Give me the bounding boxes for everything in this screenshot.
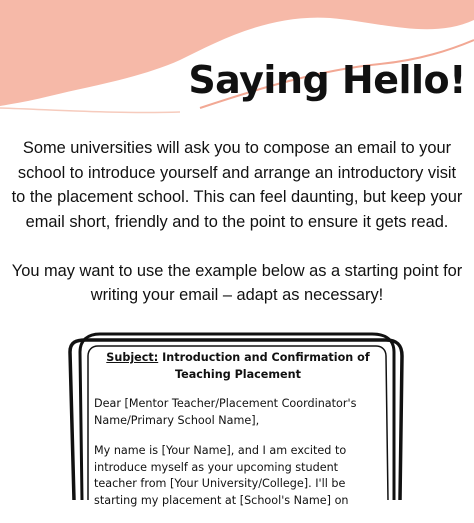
subject-text: Introduction and Confirmation of Teaching Placement [158,351,370,381]
subject-label: Subject: [106,351,159,364]
intro-paragraph-2: You may want to use the example below as a starting point for writing your email – adapt as necessary! [11,261,463,304]
intro-paragraph-1: Some universities will ask you to compose an email to your school to introduce yourself and arrange an introductory visit to the placement school. This can feel daunting, but keep your email short, friendly and to the point to ensure it gets read. [11,139,463,231]
email-body: My name is [Your Name], and I am excited to introduce myself as your upcoming student teacher from [Your University/College]. I'll be starting my placement at [School's Name] on [94,444,349,507]
page-title: Saying Hello! [188,58,466,102]
email-card-content [94,350,382,523]
email-greeting: Dear [Mentor Teacher/Placement Coordinator's Name/Primary School Name], [94,397,357,427]
email-subject [94,350,382,383]
